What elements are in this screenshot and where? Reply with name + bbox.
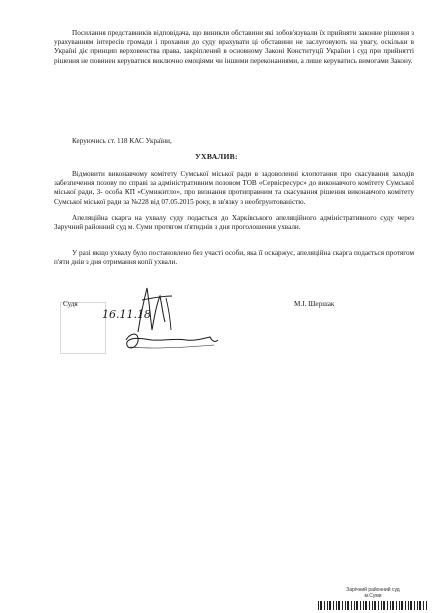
handwritten-date: 16.11.18 (102, 308, 151, 321)
judge-label: Судя (63, 300, 78, 308)
paragraph-representatives: Посилання представників відповідача, що виникли обставини які зобов'язували їх прийняти законне рішення з урахуванням інтересів громади і прохання до суду врахувати ці обставини не заслуговують на увагу, оскільки в Україні діє принцип верховенства права, закріплений в основному Законі Конституції України і суд при прийнятті рішення не повинен керуватися виключно емоціями чи іншими переконаннями, а лише керуватись вимогами Закону. (54, 29, 414, 65)
ruling-heading: УХВАЛИВ: (195, 152, 238, 161)
paragraph-absence: У разі якщо ухвалу було постановлено без участі особи, яка її оскаржує, апеляційна скарга подається протягом п'яти днів з дня отримання копії ухвали. (54, 249, 414, 267)
stamp-city: м.Суми (364, 592, 382, 599)
paragraph-ruling: Відмовити виконавчому комітету Сумської міської ради в задоволенні клопотання про скасування заходів забезпечення позову по справі за адміністративним позовом ТОВ «Сервісресурс» до виконавчого комітету Сумської міської ради, 3- особа КП «Сумижитло», про визнання протиправним та скасування рішення виконавчого комітету Сумської міської ради за №228 від 07.05.2015 року, в зв'язку з необгрунтованістю. (54, 170, 414, 206)
paragraph-appeal: Апеляційна скарга на ухвалу суду подається до Харківського апеляційного адміністративного суду через Заручний районний суд м. Суми протягом п'ятиднів з дня проголошення ухвали. (54, 214, 414, 232)
guided-by-line: Керуючись ст. 118 КАС України, (72, 137, 172, 145)
stamp-court-name: Зарічний районний суд (346, 587, 400, 593)
court-stamp (318, 588, 428, 610)
judge-name: М.І. Шершак (294, 300, 335, 308)
barcode (318, 601, 428, 610)
